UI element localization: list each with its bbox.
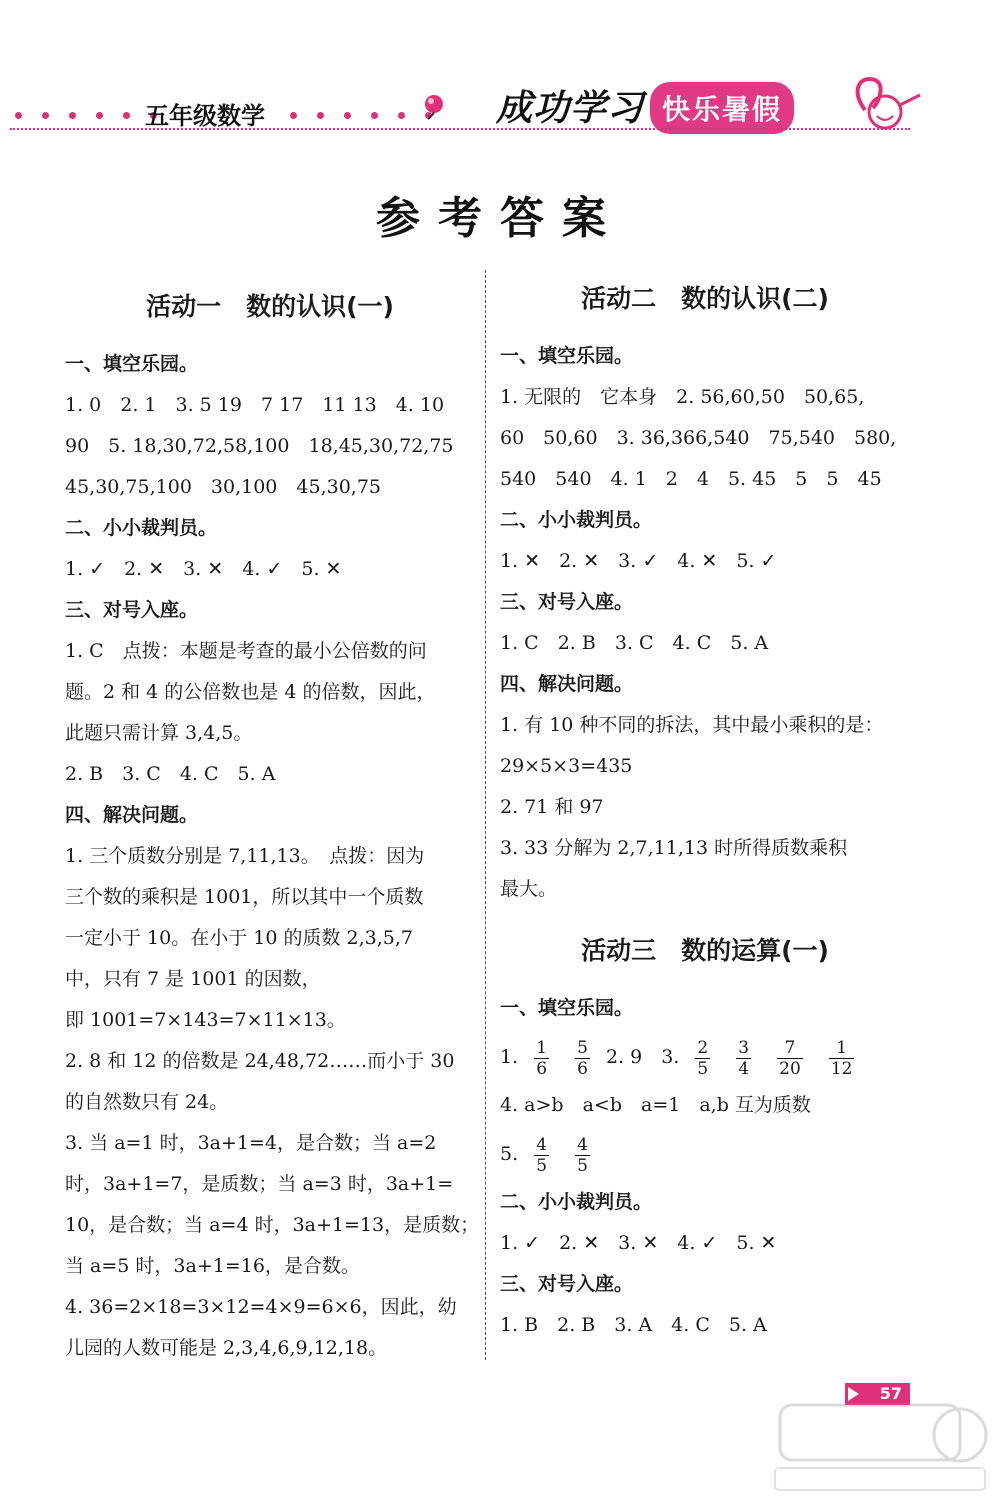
answer-line: 29×5×3=435 [500, 755, 633, 777]
answer-line: 1. 三个质数分别是 7,11,13。 点拨：因为 [65, 845, 425, 867]
answer-line: 时，3a+1=7，是质数；当 a=3 时，3a+1= [65, 1173, 454, 1195]
watermark-logo-icon [760, 1400, 995, 1495]
fraction: $\frac{1}{12}$ [830, 1037, 853, 1079]
fraction: $\frac{1}{6}$ [536, 1037, 548, 1079]
brand-title: 成功学习 [496, 88, 645, 129]
decor-dots-left [15, 112, 157, 120]
section-heading: 一、填空乐园。 [65, 353, 199, 375]
section-heading: 一、填空乐园。 [500, 997, 634, 1019]
answer-line: 此题只需计算 3,4,5。 [65, 722, 253, 744]
page-number: 57 [845, 1383, 910, 1405]
answer-line: 4. 36=2×18=3×12=4×9=6×6，因此，幼 [65, 1296, 457, 1318]
header-rule [10, 128, 910, 130]
answer-line: 90 5. 18,30,72,58,100 18,45,30,72,75 [65, 435, 454, 457]
answer-line: 当 a=5 时，3a+1=16，是合数。 [65, 1255, 360, 1277]
answer-line: 10，是合数；当 a=4 时，3a+1=13，是质数； [65, 1214, 480, 1236]
answer-line: 2. 71 和 97 [500, 796, 604, 818]
answer-line: 1. 无限的 它本身 2. 56,60,50 50,65, [500, 386, 865, 408]
answer-line: 最大。 [500, 878, 558, 900]
column-divider [485, 270, 486, 1360]
play-arrow-icon [848, 1387, 859, 1401]
item-number: 5. [500, 1143, 519, 1165]
answer-line: 2. B 3. C 4. C 5. A [65, 763, 276, 785]
answer-line: 1. 0 2. 1 3. 5 19 7 17 11 13 4. 10 [65, 394, 445, 416]
section-heading: 二、小小裁判员。 [500, 1191, 653, 1213]
section-heading: 三、对号入座。 [500, 591, 634, 613]
answer-line: 1. C 点拨：本题是考查的最小公倍数的问 [65, 640, 427, 662]
answer-line: 3. 33 分解为 2,7,11,13 时所得质数乘积 [500, 837, 848, 859]
section-heading: 二、小小裁判员。 [500, 509, 653, 531]
fraction: $\frac{7}{20}$ [779, 1037, 801, 1079]
answer-line: 儿园的人数可能是 2,3,4,6,9,12,18。 [65, 1337, 388, 1359]
fraction: $\frac{5}{6}$ [577, 1037, 588, 1079]
section-heading: 二、小小裁判员。 [65, 517, 218, 539]
activity-1-title: 活动一 数的认识(一) [146, 292, 394, 321]
answer-line: 2. 8 和 12 的倍数是 24,48,72……而小于 30 [65, 1050, 455, 1072]
fraction: $\frac{4}{5}$ [577, 1134, 588, 1176]
answer-line: 60 50,60 3. 36,366,540 75,540 580, [500, 427, 897, 449]
item-text: 2. 9 3. [605, 1046, 680, 1068]
answer-line: 45,30,75,100 30,100 45,30,75 [65, 476, 382, 498]
answer-line: 即 1001=7×143=7×11×13。 [65, 1009, 346, 1031]
answer-line: 1. 有 10 种不同的拆法，其中最小乘积的是： [500, 714, 884, 736]
answer-line-fractions [500, 1029, 910, 1085]
activity-2-title: 活动二 数的认识(二) [581, 284, 829, 313]
decor-dots-mid [290, 112, 432, 120]
item-number: 1. [500, 1046, 519, 1068]
answer-line: 540 540 4. 1 2 4 5. 45 5 5 45 [500, 468, 882, 490]
answer-line: 三个数的乘积是 1001，所以其中一个质数 [65, 886, 424, 908]
left-column [65, 278, 480, 1369]
answer-line: 的自然数只有 24。 [65, 1091, 229, 1113]
grade-label: 五年级数学 [145, 102, 265, 130]
page-title: 参考答案 [376, 193, 624, 244]
answer-line: 3. 当 a=1 时，3a+1=4，是合数；当 a=2 [65, 1132, 437, 1154]
answer-line: 4. a>b a<b a=1 a,b 互为质数 [500, 1094, 811, 1116]
fraction: $\frac{4}{5}$ [536, 1134, 548, 1176]
fraction: $\frac{3}{4}$ [738, 1037, 750, 1079]
section-heading: 三、对号入座。 [500, 1273, 634, 1295]
page-header [0, 0, 1000, 140]
answer-line: 题。2 和 4 的公倍数也是 4 的倍数，因此， [65, 681, 436, 703]
answer-line: 1. ✓ 2. ✕ 3. ✕ 4. ✓ 5. ✕ [500, 1232, 777, 1254]
section-heading: 三、对号入座。 [65, 599, 199, 621]
pushpin-icon [420, 92, 448, 120]
section-heading: 四、解决问题。 [65, 804, 199, 826]
activity-3-title: 活动三 数的运算(一) [581, 936, 829, 965]
brand-badge: 快乐暑假 [650, 82, 794, 134]
answer-line: 中，只有 7 是 1001 的因数， [65, 968, 321, 990]
answer-line: 1. ✓ 2. ✕ 3. ✕ 4. ✓ 5. ✕ [65, 558, 342, 580]
fraction: $\frac{2}{5}$ [697, 1037, 709, 1079]
answer-line: 1. B 2. B 3. A 4. C 5. A [500, 1314, 767, 1336]
answer-line: 一定小于 10。在小于 10 的质数 2,3,5,7 [65, 927, 413, 949]
section-heading: 四、解决问题。 [500, 673, 634, 695]
section-heading: 一、填空乐园。 [500, 345, 634, 367]
right-column [500, 270, 910, 1346]
answer-line: 1. C 2. B 3. C 4. C 5. A [500, 632, 769, 654]
answer-line-fractions [500, 1126, 910, 1182]
answer-line: 1. ✕ 2. ✕ 3. ✓ 4. ✕ 5. ✓ [500, 550, 777, 572]
